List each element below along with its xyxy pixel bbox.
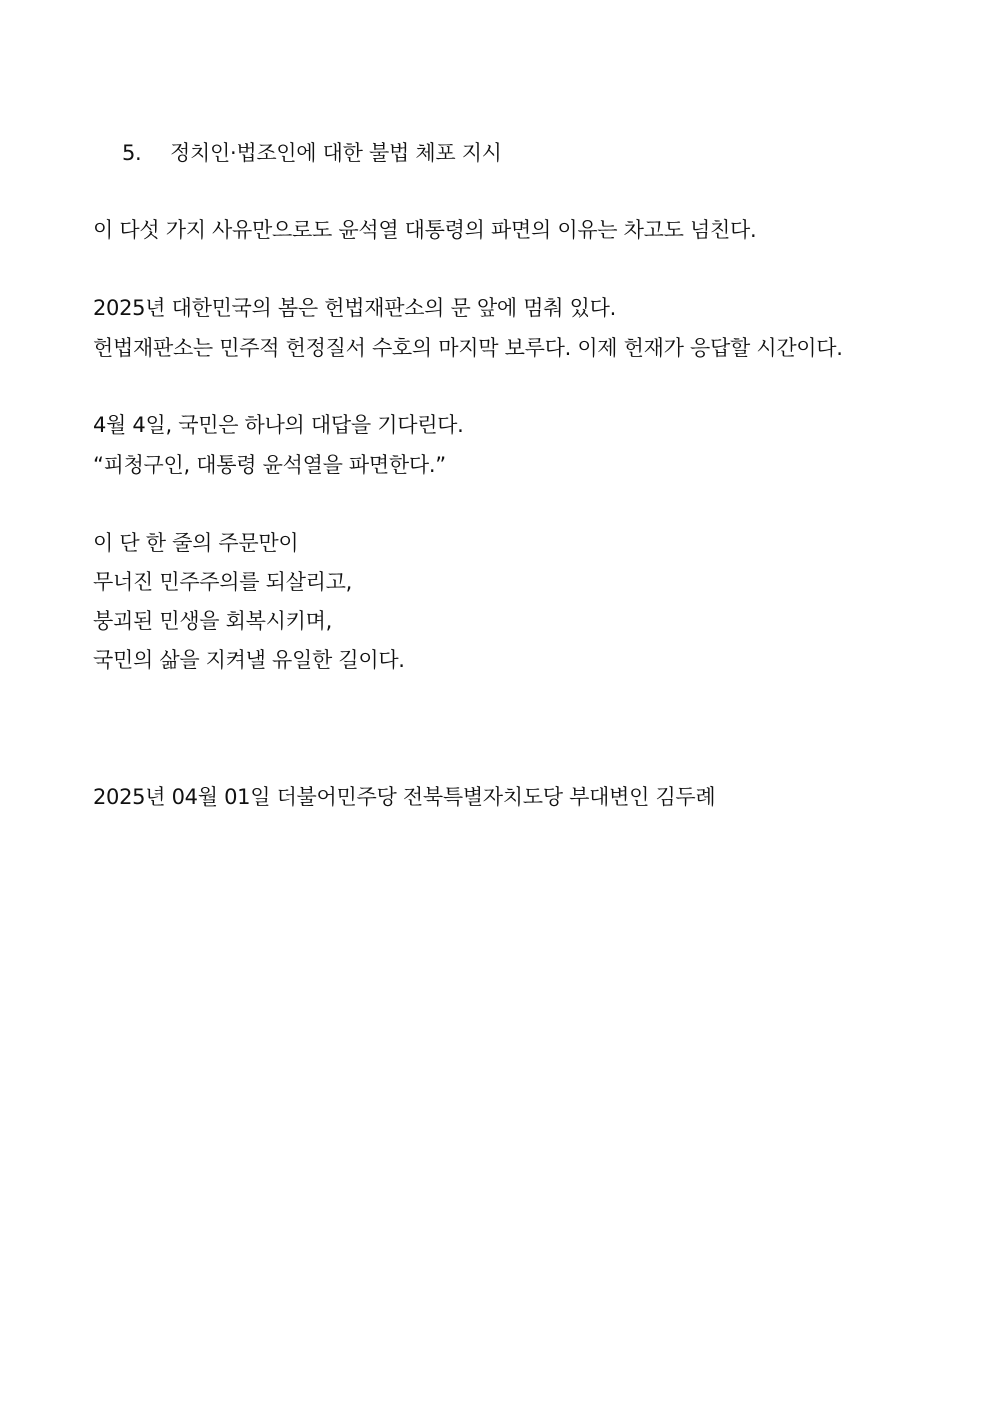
- paragraph-verse-4: 국민의 삶을 지켜낼 유일한 길이다.: [93, 648, 405, 672]
- paragraph-verse-1: 이 단 한 줄의 주문만이: [93, 531, 299, 555]
- paragraph-spring: 2025년 대한민국의 봄은 헌법재판소의 문 앞에 멈춰 있다.: [93, 296, 616, 320]
- paragraph-verse-3: 붕괴된 민생을 회복시키며,: [93, 609, 332, 633]
- paragraph-verse-2: 무너진 민주주의를 되살리고,: [93, 570, 352, 594]
- list-number: 5.: [122, 141, 142, 165]
- paragraph-court: 헌법재판소는 민주적 헌정질서 수호의 마지막 보루다. 이제 헌재가 응답할 시간이다.: [93, 336, 843, 360]
- paragraph-quote: “피청구인, 대통령 윤석열을 파면한다.”: [93, 453, 446, 477]
- paragraph-april-4: 4월 4일, 국민은 하나의 대답을 기다린다.: [93, 413, 464, 437]
- list-item-5: [122, 139, 502, 167]
- list-item-text: 정치인·법조인에 대한 불법 체포 지시: [170, 141, 502, 165]
- signature-line: 2025년 04월 01일 더불어민주당 전북특별자치도당 부대변인 김두례: [93, 785, 716, 809]
- paragraph-conclusion: 이 다섯 가지 사유만으로도 윤석열 대통령의 파면의 이유는 차고도 넘친다.: [93, 218, 757, 242]
